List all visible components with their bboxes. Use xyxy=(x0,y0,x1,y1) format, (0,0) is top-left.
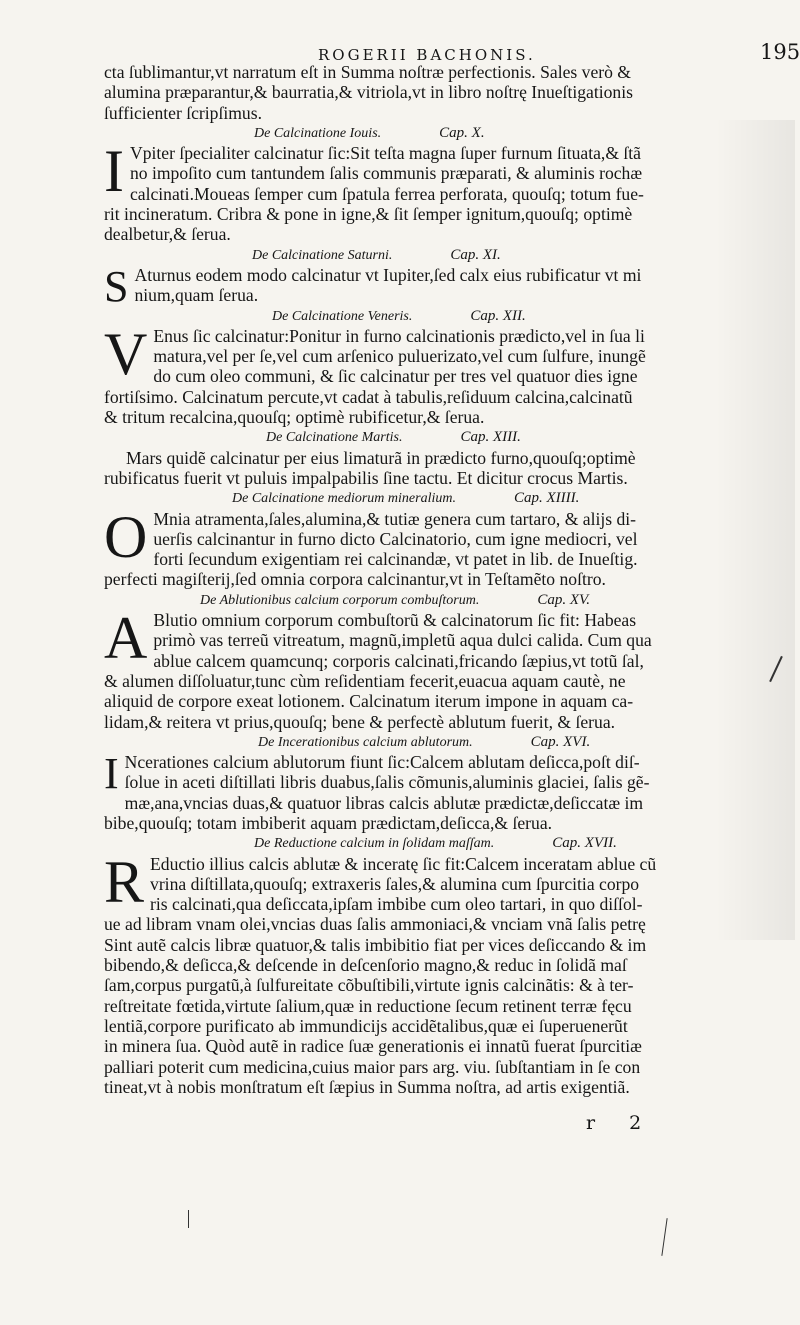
text-line: dealbetur,& ſerua. xyxy=(104,224,231,245)
chapter-heading xyxy=(104,833,710,853)
text-line: Blutio omnium corporum combuſtorũ & calcinatorum ſic fit: Habeas xyxy=(153,610,637,631)
chapter-heading xyxy=(104,427,710,447)
drop-cap: A xyxy=(104,605,148,672)
chapter-heading xyxy=(104,306,710,326)
chapter-title: De Ablutionibus calcium corporum combuſtorum. xyxy=(200,592,480,608)
margin-mark xyxy=(188,1210,189,1228)
signature-mark: r 2 xyxy=(586,1112,656,1134)
text-line: bibendo,& deſicca,& deſcende in deſcenſorio magno,& reduc in ſolidã maſ xyxy=(104,955,627,976)
drop-cap: O xyxy=(104,503,148,570)
paragraph-ablution xyxy=(104,605,710,732)
text-line: bibe,quouſq; totam imbiberit aquam prædictam,deſicca,& ſerua. xyxy=(104,812,553,833)
text-line: Enus ſic calcinatur:Ponitur in furno calcinationis prædicto,vel in ſua li xyxy=(153,325,645,346)
paragraph-mars xyxy=(104,448,710,468)
chapter-title: De Reductione calcium in ſolidam maſſam. xyxy=(254,836,495,852)
chapter-number: Cap. XII. xyxy=(470,307,526,324)
chapter-title: De Calcinatione Veneris. xyxy=(272,308,413,324)
text-line: ſam,corpus purgatũ,à ſulfureitate cõbuſtibili,virtute ignis calcinãtis: & à ter- xyxy=(104,975,634,996)
chapter-heading xyxy=(104,488,710,508)
drop-cap: I xyxy=(104,138,124,205)
text-line: & alumen diſſoluatur,tunc cùm reſidentiam fecerit,euacua aquam cautè, ne xyxy=(104,670,626,691)
paragraph-inceration xyxy=(104,749,710,833)
text-line: cta ſublimantur,vt narratum eſt in Summa noſtræ perfectionis. Sales verò & xyxy=(104,62,631,82)
paragraph-venus xyxy=(104,320,710,428)
chapter-number: Cap. XV. xyxy=(537,591,590,608)
text-line: & tritum recalcina,quouſq; optimè rubificetur,& ſerua. xyxy=(104,407,485,428)
margin-mark xyxy=(661,1218,667,1256)
text-line: mæ,ana,vncias duas,& quatuor libras calcis ablutæ prædictæ,deſiccatæ im xyxy=(124,792,644,813)
page-number: 195 xyxy=(760,40,800,64)
text-line: tineat,vt à nobis monſtratum eſt ſæpius in Summa noſtra, ad artis exigentiã. xyxy=(104,1076,630,1097)
text-line: perfecti magiſterij,ſed omnia corpora calcinantur,vt in Teſtamẽto noſtro. xyxy=(104,569,606,590)
paragraph-reduction xyxy=(104,848,710,1098)
text-line: rit incineratum. Cribra & pone in igne,& ſit ſemper ignitum,quouſq; optimè xyxy=(104,204,633,225)
drop-cap: S xyxy=(104,261,129,311)
text-line: ablue calcem quamcunq; corporis calcinati,fricando ſæpius,vt totũ ſal, xyxy=(153,650,644,671)
text-line: Vpiter ſpecialiter calcinatur ſic:Sit teſta magna ſuper furnum ſituata,& ſtã xyxy=(129,143,641,164)
text-line: primò vas terreũ vitreatum, magnũ,impletũ aqua dulci calida. Cum qua xyxy=(153,630,652,651)
paper-show-through xyxy=(715,120,795,940)
text-block xyxy=(104,62,710,1097)
text-line: Ncerationes calcium ablutorum fiunt ſic:Calcem ablutam deſicca,poſt diſ- xyxy=(124,752,640,773)
chapter-number: Cap. X. xyxy=(439,124,485,141)
text-line: ſufficienter ſcripſimus. xyxy=(104,102,262,123)
text-line: Mars quidẽ calcinatur per eius limaturã in prædicto furno,quouſq;optimè xyxy=(126,447,636,468)
text-line: rubificatus fuerit vt puluis impalpabilis ſine tactu. Et dicitur crocus Martis. xyxy=(104,467,628,488)
text-line: calcinati.Moueas ſemper cum ſpatula ferrea perforata, quouſq; totum fue- xyxy=(129,183,644,204)
text-line: vrina diſtillata,quouſq; extraxeris ſales,& alumina cum ſpurcitia corpo xyxy=(150,873,640,894)
text-line: Mnia atramenta,ſales,alumina,& tutiæ genera cum tartaro, & alijs di- xyxy=(153,508,637,529)
text-line: in minera ſua. Quòd autẽ in radice ſuæ generationis ei innatũ fuerat ſpurcitiæ xyxy=(104,1036,642,1057)
text-line: forti ſecundum exigentiam rei calcinandæ, vt patet in lib. de Inueſtig. xyxy=(153,549,638,570)
text-line: nium,quam ſerua. xyxy=(134,285,259,306)
text-line: reſtreitate fœtida,virtute ſalium,quæ in reductione ſecum retinent terræ fęcu xyxy=(104,995,632,1016)
chapter-number: Cap. XIIII. xyxy=(513,490,580,507)
text-line: Eductio illius calcis ablutæ & inceratę ſic fit:Calcem inceratam ablue cũ xyxy=(150,853,657,874)
chapter-number: Cap. XIII. xyxy=(460,429,521,446)
paragraph-saturn xyxy=(104,261,710,311)
text-line: matura,vel per ſe,vel cum arſenico puluerizato,vel cum ſulfure, inungẽ xyxy=(153,346,646,367)
chapter-heading xyxy=(104,732,710,752)
chapter-heading xyxy=(104,590,710,610)
text-line: aliquid de corpore exeat lotionem. Calcinatum iterum impone in aquam ca- xyxy=(104,691,634,712)
text-line: ue ad libram vnam olei,vncias duas ſalis ammoniaci,& vnciam vnã ſalis petrę xyxy=(104,914,646,935)
chapter-title: De Calcinatione Martis. xyxy=(266,430,403,446)
text-line: ris calcinati,qua deſiccata,ipſam imbibe cum oleo tartari, in quo diſſol- xyxy=(150,894,643,915)
chapter-title: De Calcinatione mediorum mineralium. xyxy=(232,491,456,507)
drop-cap: I xyxy=(104,749,119,799)
text-line: lidam,& reitera vt prius,quouſq; bene & perfectè ablutum fuerit, & ſerua. xyxy=(104,711,616,732)
text-line: do cum oleo communi, & ſic calcinatur per tres vel quatuor dies igne xyxy=(153,366,638,387)
paragraph-minerals xyxy=(104,503,710,590)
chapter-title: De Incerationibus calcium ablutorum. xyxy=(258,734,473,750)
drop-cap: V xyxy=(104,320,148,387)
text-line: fortiſsimo. Calcinatum percute,vt cadat à tabulis,reſiduum calcina,calcinatũ xyxy=(104,386,633,407)
paragraph-jupiter xyxy=(104,138,710,245)
chapter-number: Cap. XVI. xyxy=(530,733,591,750)
drop-cap: R xyxy=(104,848,145,915)
text-line: palliari poterit cum medicina,cuius maior pars arg. viu. ſubſtantiam in ſe con xyxy=(104,1056,641,1077)
text-line: Sint autẽ calcis libræ quatuor,& talis imbibitio fiat per vices deſiccando & im xyxy=(104,934,647,955)
text-line: lentiã,corpore purificato ab immundicijs accidẽtalibus,quæ ei ſuperuenerũt xyxy=(104,1015,628,1036)
chapter-title: De Calcinatione Saturni. xyxy=(252,247,393,263)
chapter-heading xyxy=(104,123,710,143)
text-line: uerſis calcinantur in furno dicto Calcinatorio, cum igne mediocri, vel xyxy=(153,528,638,549)
chapter-number: Cap. XI. xyxy=(450,246,501,263)
chapter-title: De Calcinatione Iouis. xyxy=(254,125,382,141)
running-head: ROGERII BACHONIS. xyxy=(318,46,536,64)
text-line: alumina præparantur,& baurratia,& vitriola,vt in libro noſtrę Inueſtigationis xyxy=(104,82,633,103)
text-line: no impoſito cum tantundem ſalis communis præparati, & aluminis rochæ xyxy=(129,163,643,184)
chapter-heading xyxy=(104,245,710,265)
text-line: ſolue in aceti diſtillati libris duabus,ſalis cõmunis,aluminis glaciei, ſalis gẽ- xyxy=(124,772,650,793)
text-line: Aturnus eodem modo calcinatur vt Iupiter,ſed calx eius rubificatur vt mi xyxy=(134,264,642,285)
chapter-number: Cap. XVII. xyxy=(552,835,617,852)
